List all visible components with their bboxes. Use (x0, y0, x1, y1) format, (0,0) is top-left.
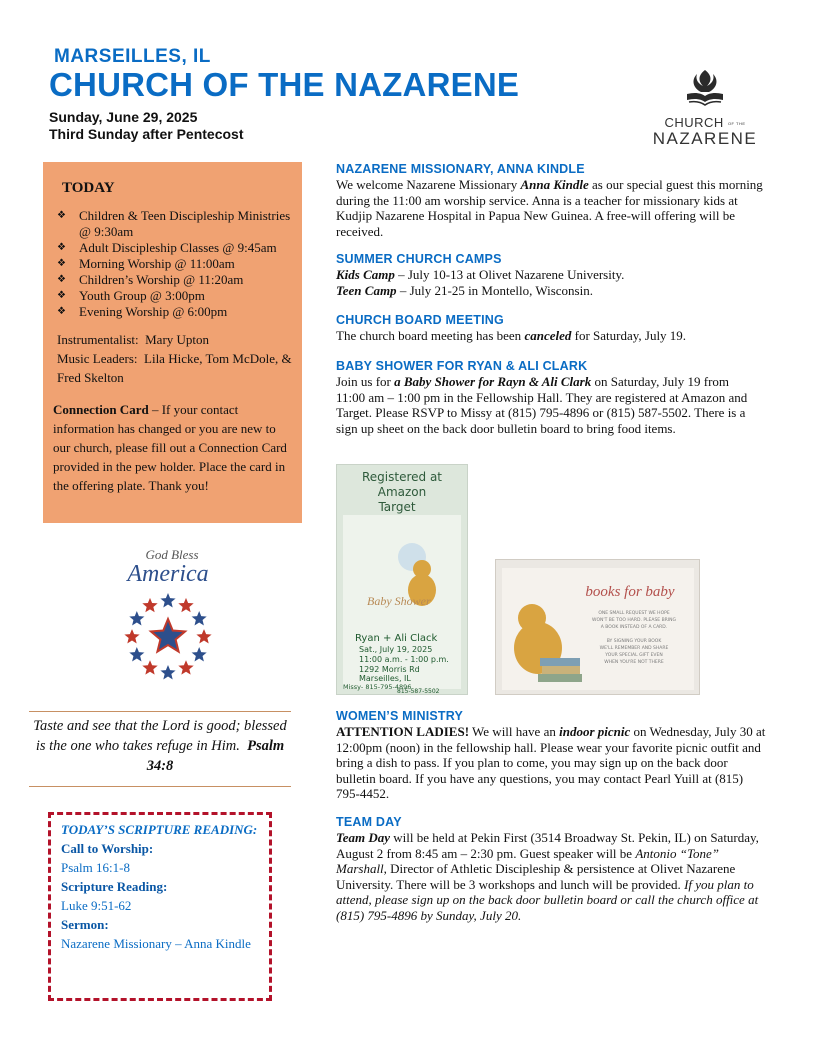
wreath-star-icon (177, 597, 194, 613)
scripture-quote (30, 716, 290, 776)
svg-text:815-587-5502: 815-587-5502 (397, 688, 440, 694)
schedule-item: ❖ Evening Worship @ 6:00pm (57, 303, 228, 319)
camps-heading: SUMMER CHURCH CAMPS (336, 252, 502, 266)
call-to-worship-label: Call to Worship: (61, 841, 154, 856)
city-name: MARSEILLES, IL (54, 46, 211, 67)
scripture-reading-box (48, 812, 272, 1001)
diamond-bullet-icon: ❖ (57, 241, 66, 253)
logo-word-ofthe: OF THE (727, 121, 746, 127)
svg-text:Marseilles, IL: Marseilles, IL (359, 674, 411, 683)
baby-shower-invitation-photo (336, 464, 468, 695)
instrumentalist-label: Instrumentalist: (57, 332, 139, 347)
diamond-bullet-icon: ❖ (57, 289, 66, 301)
attention-ladies: ATTENTION LADIES! (336, 724, 470, 739)
quote-divider-top (29, 711, 291, 712)
logo-word-nazarene: NAZARENE (652, 129, 758, 148)
quote-reference: Psalm 34:8 (146, 738, 285, 774)
connection-card-note (53, 400, 291, 495)
stars-wreath-icon (110, 545, 230, 685)
music-leaders-label: Music Leaders: (57, 351, 138, 366)
wreath-star-icon (159, 592, 176, 608)
schedule-list (57, 208, 297, 320)
shower-heading: BABY SHOWER FOR RYAN & ALI CLARK (336, 359, 588, 373)
svg-text:books for baby: books for baby (585, 584, 675, 600)
svg-text:1292 Morris Rd: 1292 Morris Rd (359, 665, 420, 674)
connection-card-label: Connection Card (53, 402, 149, 417)
missionary-name: Anna Kindle (520, 177, 589, 192)
sermon-value: Nazarene Missionary – Anna Kindle (61, 936, 251, 951)
call-to-worship-value: Psalm 16:1-8 (61, 860, 130, 875)
shower-body: Join us for a Baby Shower for Rayn & Ali Clark on Saturday, July 19 from 11:00 am – 1:00 pm in the Fellowship Hall. They are registered at Amazon and Target. Please RSVP to Missy at (815) 795-4896 or (815) 587-5502. There is a sign up sheet on the back door bulletin board to bring food items. (336, 374, 748, 436)
schedule-item: ❖ Adult Discipleship Classes @ 9:45am (57, 239, 277, 255)
center-star-icon (151, 619, 185, 652)
board-heading: CHURCH BOARD MEETING (336, 313, 504, 327)
quote-text: Taste and see that the Lord is good; blessed is the one who takes refuge in Him. (33, 718, 287, 754)
wreath-star-icon (191, 610, 208, 626)
books-card-icon (496, 560, 699, 694)
svg-text:Amazon: Amazon (377, 485, 427, 499)
sermon-label: Sermon: (61, 917, 109, 932)
diamond-bullet-icon: ❖ (57, 210, 66, 221)
wreath-star-icon (141, 659, 158, 675)
svg-text:11:00 a.m. - 1:00 p.m.: 11:00 a.m. - 1:00 p.m. (359, 655, 449, 664)
today-heading: TODAY (62, 180, 115, 196)
quote-divider-bottom (29, 786, 291, 787)
womens-ministry-body: ATTENTION LADIES! We will have an indoor picnic on Wednesday, July 30 at 12:00pm (noon) in the fellowship hall. Please wear your favorite picnic outfit and bring a dish to pass. If you plan to come, you may sign up on the back door bulletin board. If you have any questions, you may contact Pearl Yuill at (815) 795-4452. (336, 724, 766, 801)
wreath-star-icon (123, 628, 140, 644)
wreath-star-icon (159, 664, 176, 680)
team-day-heading: TEAM DAY (336, 815, 402, 829)
svg-text:WHEN YOU'RE NOT THERE: WHEN YOU'RE NOT THERE (604, 660, 664, 665)
schedule-item: ❖ Children & Teen Discipleship Ministries @ 9:30am (57, 208, 291, 239)
logo-word-church: CHURCH (664, 115, 724, 130)
scripture-heading: TODAY’S SCRIPTURE READING: (61, 822, 258, 837)
missionary-heading: NAZARENE MISSIONARY, ANNA KINDLE (336, 162, 585, 176)
womens-ministry-heading: WOMEN’S MINISTRY (336, 709, 464, 723)
team-day-body: Team Day will be held at Pekin First (3514 Broadway St. Pekin, IL) on Saturday, August 2 from 8:45 am – 2:30 pm. Guest speaker will be Antonio “Tone” Marshall, Director of Athletic Discipleship & persistence at Olivet Nazarene University. There will be 3 workshops and lunch will be provided. If you plan to attend, please sign up on the back door bulletin board or call the church office at (815) 795-4896 by Sunday, July 20. (336, 830, 759, 923)
missionary-body: We welcome Nazarene Missionary Anna Kindle as our special guest this morning during the 11:00 am worship service. Anna is a teacher for missionary kids at Kudjip Nazarene Hospital in Papua New Guinea. A free-will offering will be received. (336, 177, 763, 239)
guest-speaker: Antonio “Tone” Marshall (336, 845, 720, 876)
diamond-bullet-icon: ❖ (57, 273, 66, 285)
scripture-reading-label: Scripture Reading: (61, 879, 168, 894)
wreath-star-icon (128, 646, 145, 662)
svg-text:Registered at: Registered at (361, 470, 443, 484)
god-bless-america-graphic (110, 545, 230, 685)
svg-text:BY SIGNING YOUR BOOK: BY SIGNING YOUR BOOK (606, 639, 662, 644)
svg-text:Target: Target (378, 500, 416, 514)
schedule-item: ❖ Children’s Worship @ 11:20am (57, 271, 244, 287)
instrumentalist-name: Mary Upton (145, 332, 210, 347)
scripture-reading-value: Luke 9:51-62 (61, 898, 132, 913)
service-date: Sunday, June 29, 2025 (49, 109, 198, 125)
books-for-baby-photo (495, 559, 700, 695)
church-title: CHURCH OF THE NAZARENE (49, 66, 520, 103)
liturgical-occasion: Third Sunday after Pentecost (49, 126, 244, 142)
wreath-star-icon (128, 610, 145, 626)
diamond-bullet-icon: ❖ (57, 305, 66, 317)
svg-text:WE'LL REMEMBER AND SHARE: WE'LL REMEMBER AND SHARE (599, 646, 669, 651)
svg-text:A BOOK INSTEAD OF A CARD.: A BOOK INSTEAD OF A CARD. (600, 625, 668, 630)
wreath-star-icon (195, 628, 212, 644)
today-schedule-box (43, 162, 302, 523)
flame-book-icon (683, 68, 727, 108)
svg-text:YOUR SPECIAL GIFT EVEN: YOUR SPECIAL GIFT EVEN (605, 653, 663, 658)
svg-text:Sat., July 19, 2025: Sat., July 19, 2025 (359, 645, 433, 654)
svg-text:WON'T BE TOO HARD. PLEASE BRIN: WON'T BE TOO HARD. PLEASE BRING (592, 618, 676, 623)
music-leaders-names: Lila Hicke, Tom McDole, & Fred Skelton (57, 351, 292, 385)
wreath-star-icon (191, 646, 208, 662)
svg-text:Missy- 815-795-4896: Missy- 815-795-4896 (343, 683, 412, 691)
camps-body: Kids Camp – July 10-13 at Olivet Nazarene University. Teen Camp – July 21-25 in Montello, Wisconsin. (336, 267, 625, 298)
kids-camp-label: Kids Camp (336, 267, 395, 282)
nazarene-logo (640, 68, 770, 148)
diamond-bullet-icon: ❖ (57, 257, 66, 269)
wreath-star-icon (141, 597, 158, 613)
teen-camp-label: Teen Camp (336, 282, 397, 298)
connection-card-text: – If your contact information has changed or you are new to our church, please fill out a Connection Card provided in the pew holder. Place the card in the offering plate. Thank you! (53, 402, 287, 493)
svg-text:ONE SMALL REQUEST WE HOPE: ONE SMALL REQUEST WE HOPE (598, 611, 670, 616)
svg-text:Baby Shower: Baby Shower (367, 594, 431, 608)
invitation-card-icon (337, 465, 467, 694)
gba-line1: God Bless (145, 547, 199, 562)
schedule-item: ❖ Morning Worship @ 11:00am (57, 255, 235, 271)
board-body: The church board meeting has been canceled for Saturday, July 19. (336, 328, 687, 343)
gba-line2: America (127, 561, 209, 587)
music-credits (57, 330, 297, 387)
svg-text:Ryan + Ali Clack: Ryan + Ali Clack (355, 633, 438, 644)
wreath-star-icon (177, 659, 194, 675)
schedule-item: ❖ Youth Group @ 3:00pm (57, 287, 205, 303)
